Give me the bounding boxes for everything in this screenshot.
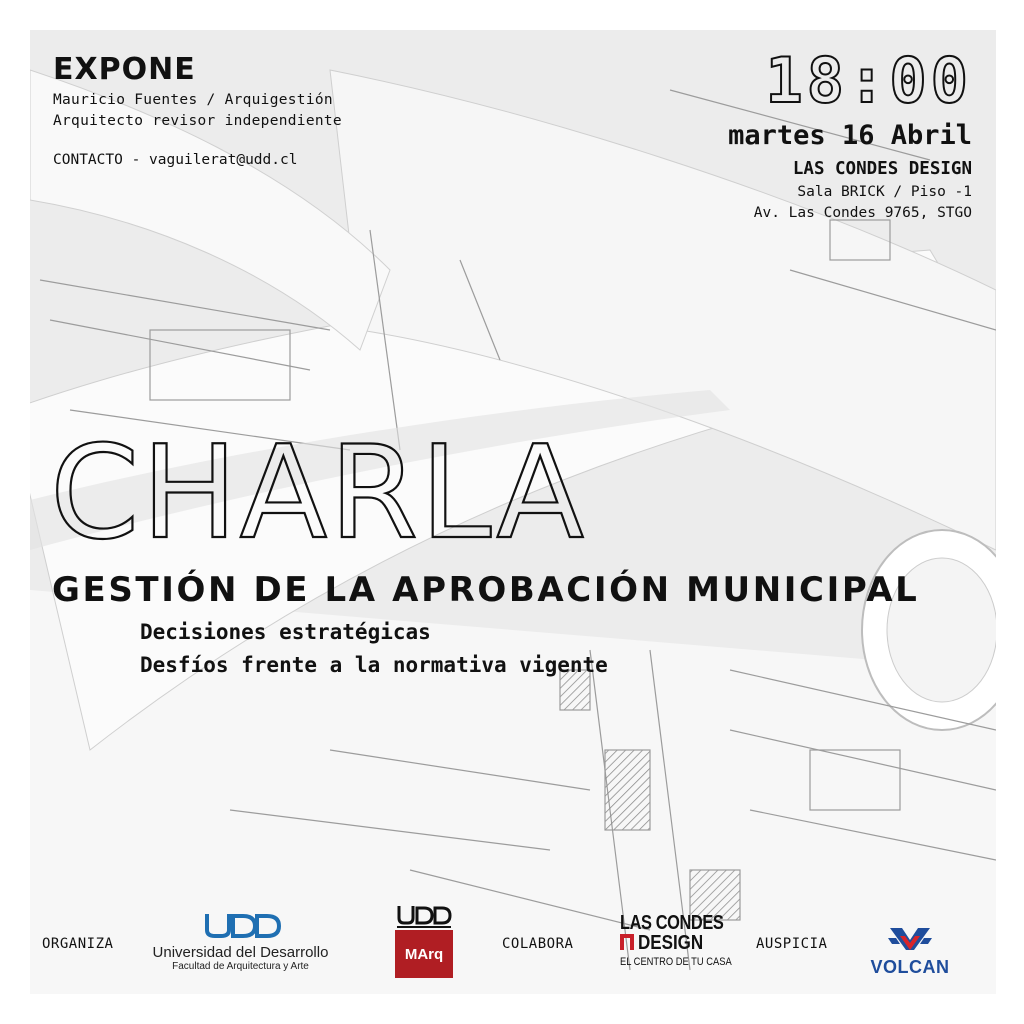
talk-subtitle-2: Desfíos frente a la normativa vigente: [140, 653, 608, 677]
udd-small-mark-icon: [395, 904, 453, 928]
marq-logo: [395, 904, 453, 976]
contact-email[interactable]: vaguilerat@udd.cl: [149, 152, 298, 168]
speaker-role: Arquitecto revisor independiente: [53, 113, 342, 129]
udd-name: Universidad del Desarrollo: [152, 944, 329, 961]
event-time: 18:00: [765, 44, 972, 117]
volcan-mark-icon: [886, 924, 934, 954]
marq-text: MArq: [404, 946, 444, 963]
lcd-door-icon: [620, 934, 634, 950]
udd-logo: [148, 912, 333, 976]
udd-mark-icon: [201, 912, 281, 938]
udd-faculty: Facultad de Arquitectura y Arte: [172, 961, 309, 972]
venue-address: Av. Las Condes 9765, STGO: [753, 205, 972, 221]
colabora-label: COLABORA: [502, 936, 574, 952]
las-condes-design-logo: [620, 912, 732, 978]
contact-label: CONTACTO: [53, 152, 123, 168]
speaker-name: Mauricio Fuentes / Arquigestión: [53, 92, 333, 108]
lcd-line1: LAS CONDES: [620, 912, 724, 934]
organiza-label: ORGANIZA: [42, 936, 114, 952]
expone-heading: EXPONE: [53, 52, 196, 87]
volcan-text: VOLCAN: [870, 957, 950, 977]
lcd-line2: DESIGN: [638, 932, 704, 954]
event-date: martes 16 Abril: [728, 120, 972, 151]
charla-heading: CHARLA: [50, 419, 586, 568]
contact-line: [53, 152, 297, 168]
talk-subtitle-1: Decisiones estratégicas: [140, 620, 431, 644]
talk-title: GESTIÓN DE LA APROBACIÓN MUNICIPAL: [52, 570, 920, 610]
venue-room: Sala BRICK / Piso -1: [797, 184, 972, 200]
auspicia-label: AUSPICIA: [756, 936, 828, 952]
venue-name: LAS CONDES DESIGN: [792, 159, 972, 179]
volcan-logo: [860, 924, 960, 978]
contact-separator: -: [131, 152, 141, 168]
lcd-tagline: EL CENTRO DE TU CASA: [620, 956, 732, 968]
